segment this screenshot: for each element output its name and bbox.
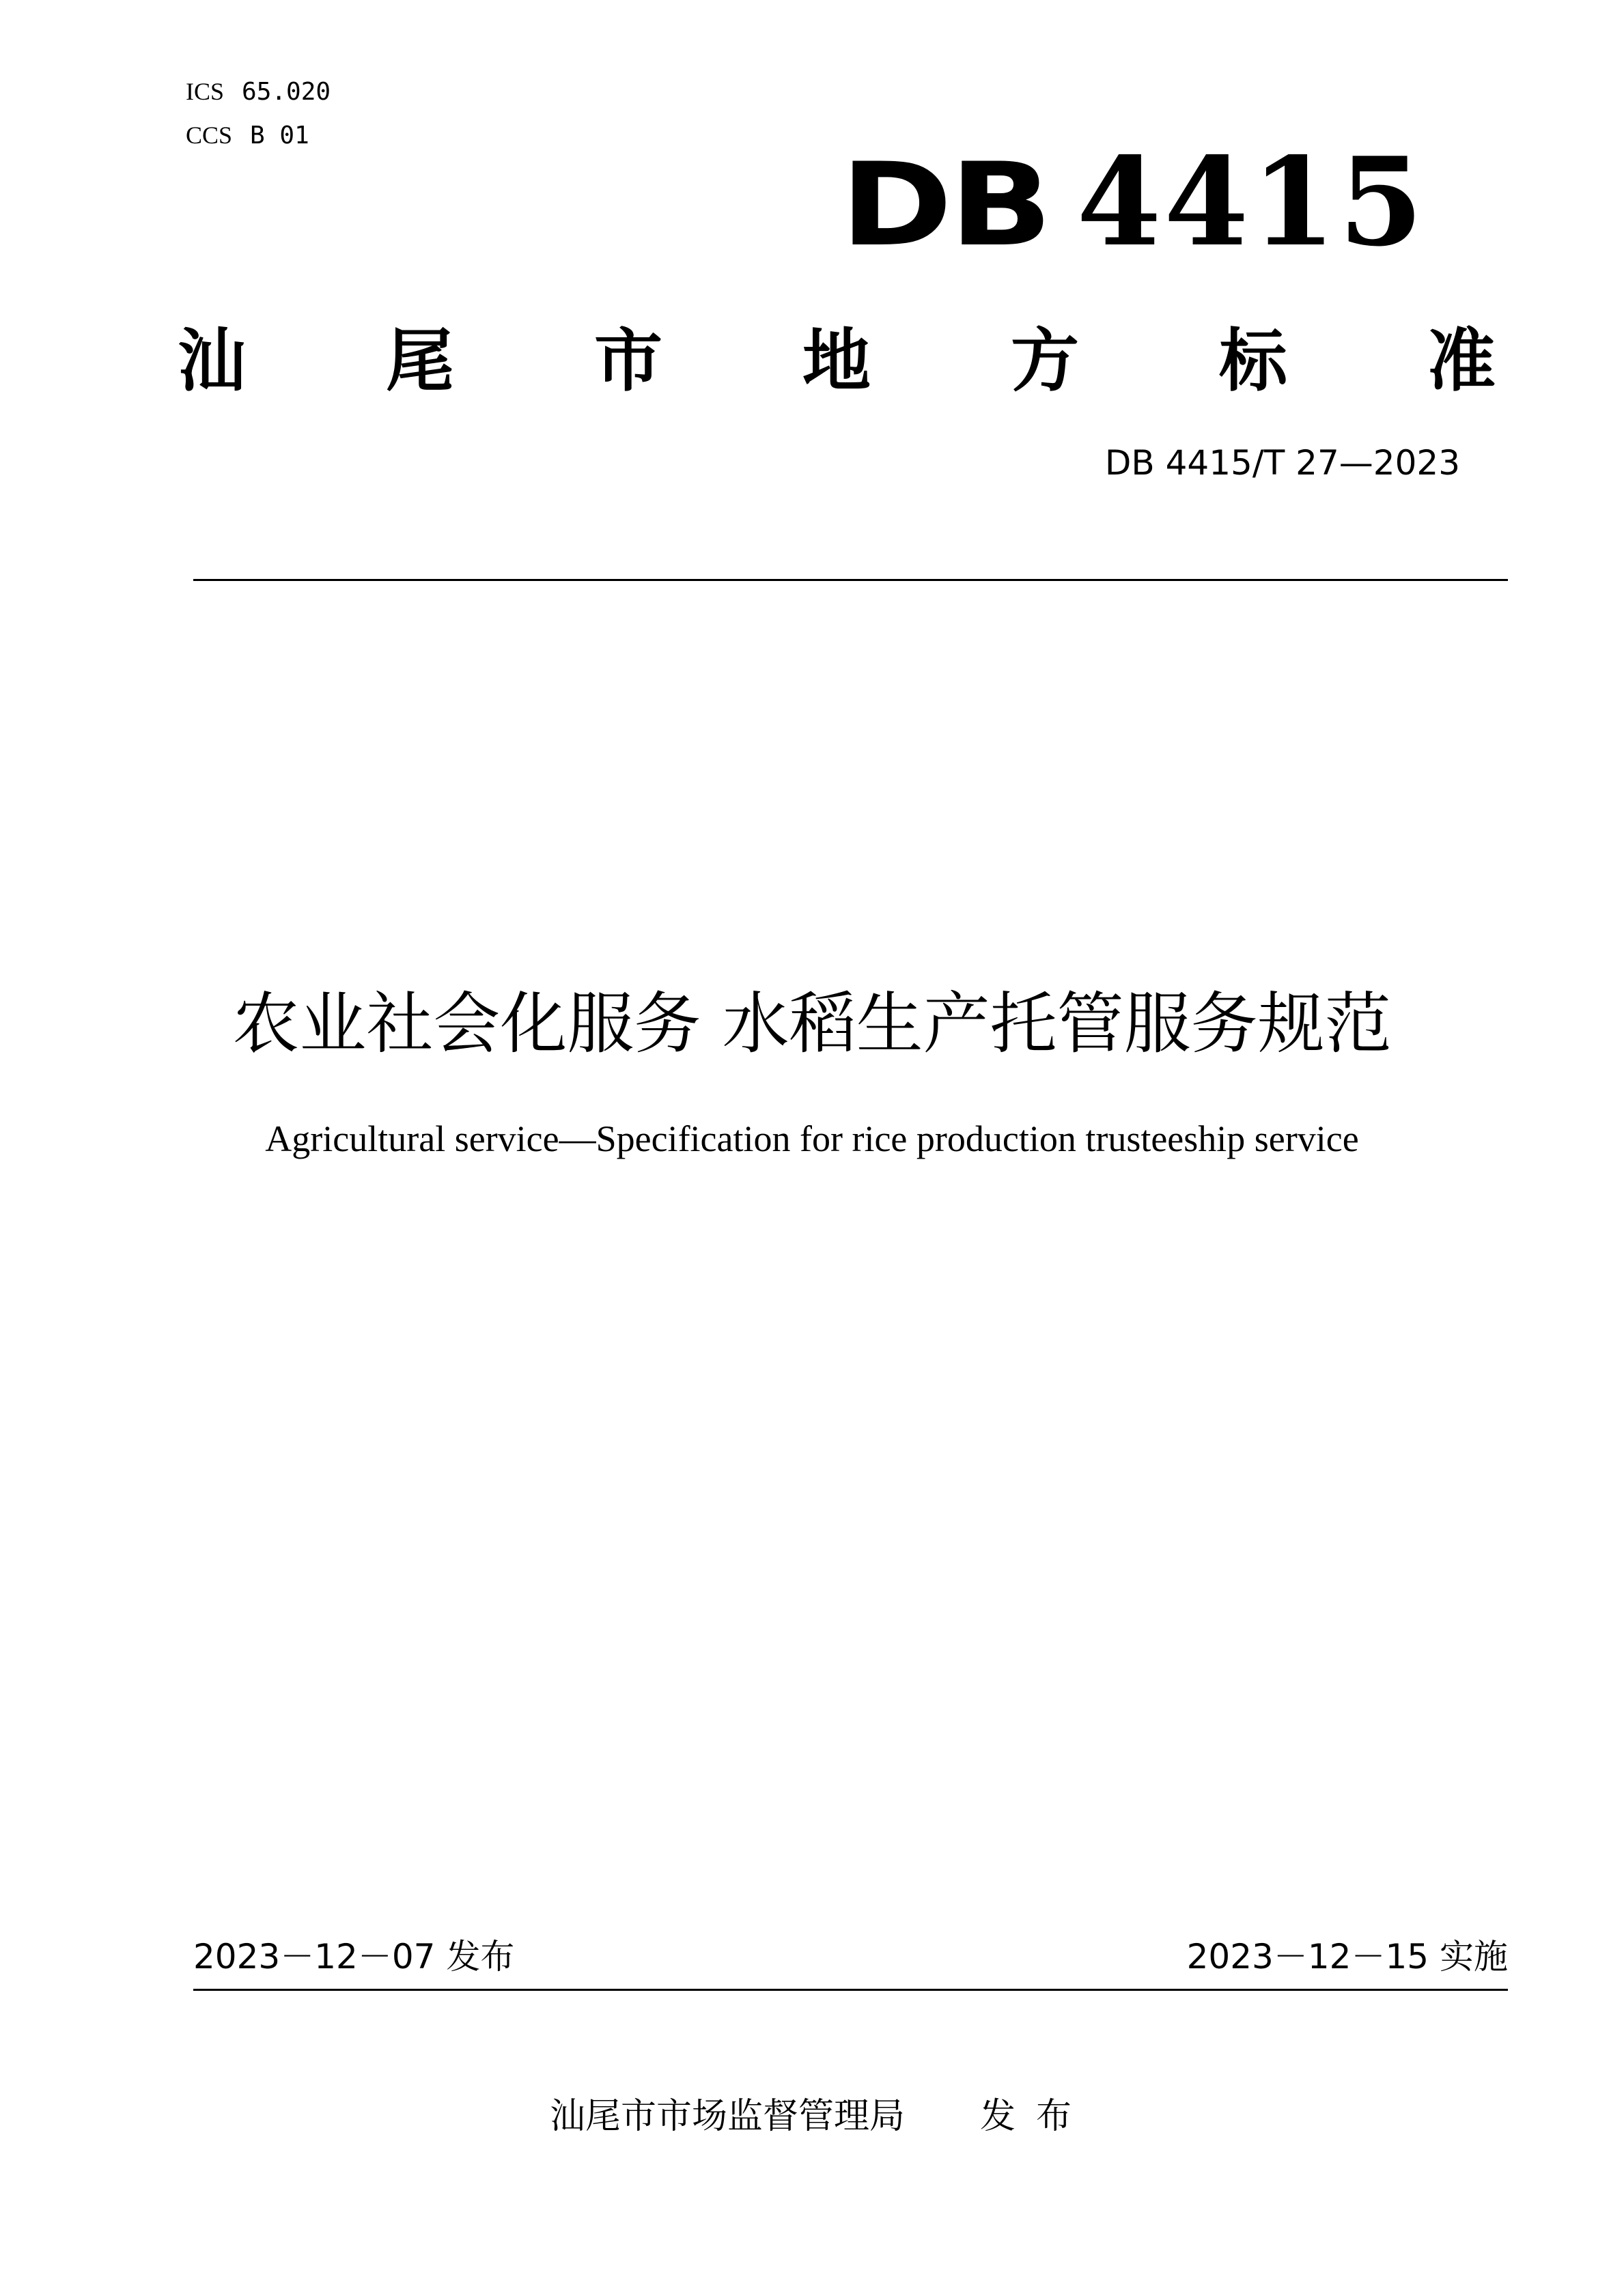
- document-title-chinese: 农业社会化服务 水稻生产托管服务规范: [232, 985, 1392, 1063]
- standard-type-char: 标: [1219, 321, 1287, 401]
- ccs-label: CCS: [186, 122, 233, 149]
- standard-mark-prefix: DB: [840, 138, 1050, 272]
- ccs-code: B 01: [250, 122, 309, 150]
- issuer-line: [550, 2095, 1092, 2138]
- standard-type-char: 地: [802, 321, 871, 401]
- standard-mark: [840, 130, 1426, 273]
- document-title-english: Agricultural service—Specification for rice production trusteeship service: [265, 1118, 1359, 1159]
- standard-type-char: 方: [1011, 321, 1079, 401]
- top-divider: [193, 579, 1508, 581]
- standard-code: DB 4415/T 27—2023: [1104, 443, 1460, 483]
- standard-type-char: 汕: [178, 321, 246, 401]
- standard-type-char: 尾: [386, 321, 454, 401]
- release-date: 2023－12－07 发布: [193, 1937, 515, 1976]
- standard-type-heading: [178, 311, 1496, 399]
- ics-code: 65.020: [242, 78, 331, 106]
- issuer-name: 汕尾市市场监督管理局: [550, 2096, 906, 2137]
- standard-type-char: 准: [1427, 321, 1496, 401]
- ics-label: ICS: [186, 78, 225, 105]
- ics-classification: [186, 76, 331, 107]
- standard-type-char: 市: [594, 321, 662, 401]
- bottom-divider: [193, 1989, 1508, 1991]
- standard-mark-number: 4415: [1076, 130, 1426, 273]
- ccs-classification: [186, 120, 309, 151]
- issuer-action: 发布: [980, 2096, 1093, 2137]
- implementation-date: 2023－12－15 实施: [1186, 1937, 1508, 1976]
